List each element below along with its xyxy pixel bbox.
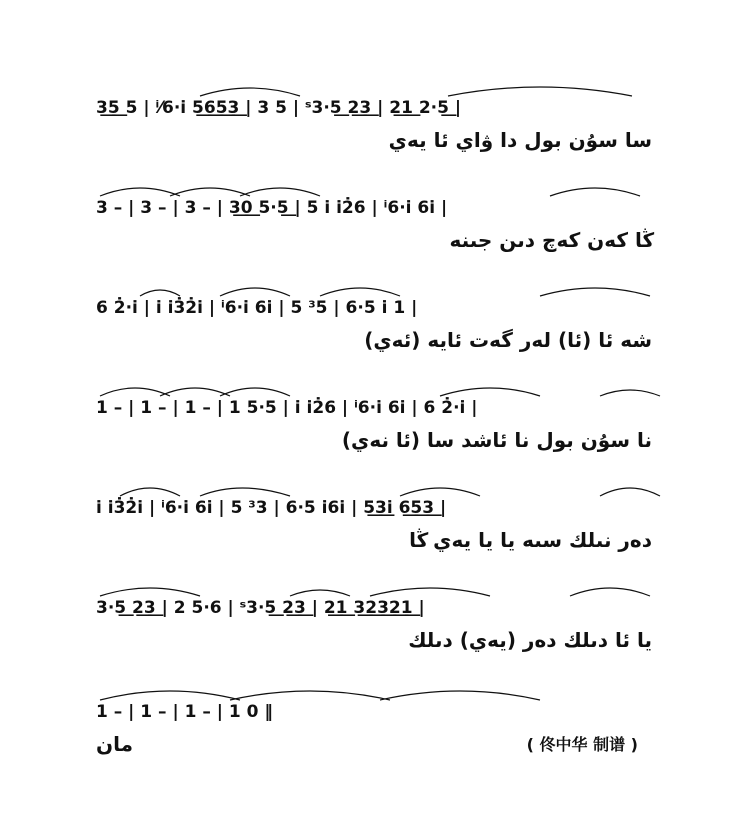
lyric-line-5: دەر نىلك سىە يا يا يەي ڭا — [409, 528, 652, 552]
score-line-4 — [0, 378, 748, 488]
lyric-line-2: ڭا كەن كەچ دىن جىنە — [449, 228, 652, 252]
notation-line-7: 1 – | 1 – | 1 – | 1 0 ‖ — [96, 702, 273, 722]
notation-line-6: 3·5͟ 2͟3͟ | 2 5·6 | ˢ3·5͟ 2͟3͟ | 2͟1͟ 3͟2͟3͟2͟1͟ | — [96, 598, 425, 618]
score-line-2 — [0, 178, 748, 288]
score-line-3 — [0, 278, 748, 388]
notation-line-4: 1 – | 1 – | 1 – | 1 5·5 | i̇ i̇2̇6 | ⁱ6·i̇ 6i̇ | 6 2̇·i̇ | — [96, 398, 478, 418]
lyric-line-6: يا ئا دىلك دەر (يەي) دىلك — [408, 628, 652, 652]
lyric-line-1: سا سۇن بول دا ۋاي ئا يەي — [388, 128, 652, 152]
lyric-line-4: نا سۇن بول نا ئاشد سا (ئا نەي) — [341, 428, 652, 452]
notation-line-5: i̇ i̇3̇2̇i̇ | ⁱ6·i̇ 6i̇ | 5 ³3 | 6·5 i̇6i̇ | 5͟3͟i̇ 6͟5͟3͟ | — [96, 498, 447, 518]
lyric-line-7: مان — [96, 732, 133, 756]
score-line-5 — [0, 478, 748, 588]
arranger-credit: ( 佟中华 制谱 ) — [526, 735, 638, 754]
lyric-line-3: شە ئا (ئا) لەر گەت ئايە (ئەي) — [364, 328, 652, 352]
notation-line-3: 6 2̇·i̇ | i̇ i̇3̇2̇i̇ | ⁱ6·i̇ 6i̇ | 5 ³5 | 6·5 i̇ 1 | — [96, 298, 418, 318]
notation-line-2: 3 – | 3 – | 3 – | 3͟0͟ 5·5͟ | 5 i̇ i̇2̇6 | ⁱ6·i̇ 6i̇ | — [96, 198, 448, 218]
score-line-6 — [0, 578, 748, 688]
notation-line-1: 3͟5͟ 5 | ⁱ⁄6·i̇ 5͟6͟5͟3͟ | 3 5 | ˢ3·5͟ 2͟3͟ | 2͟1͟ 2·5͟ | — [96, 98, 462, 118]
score-line-1 — [0, 78, 748, 188]
